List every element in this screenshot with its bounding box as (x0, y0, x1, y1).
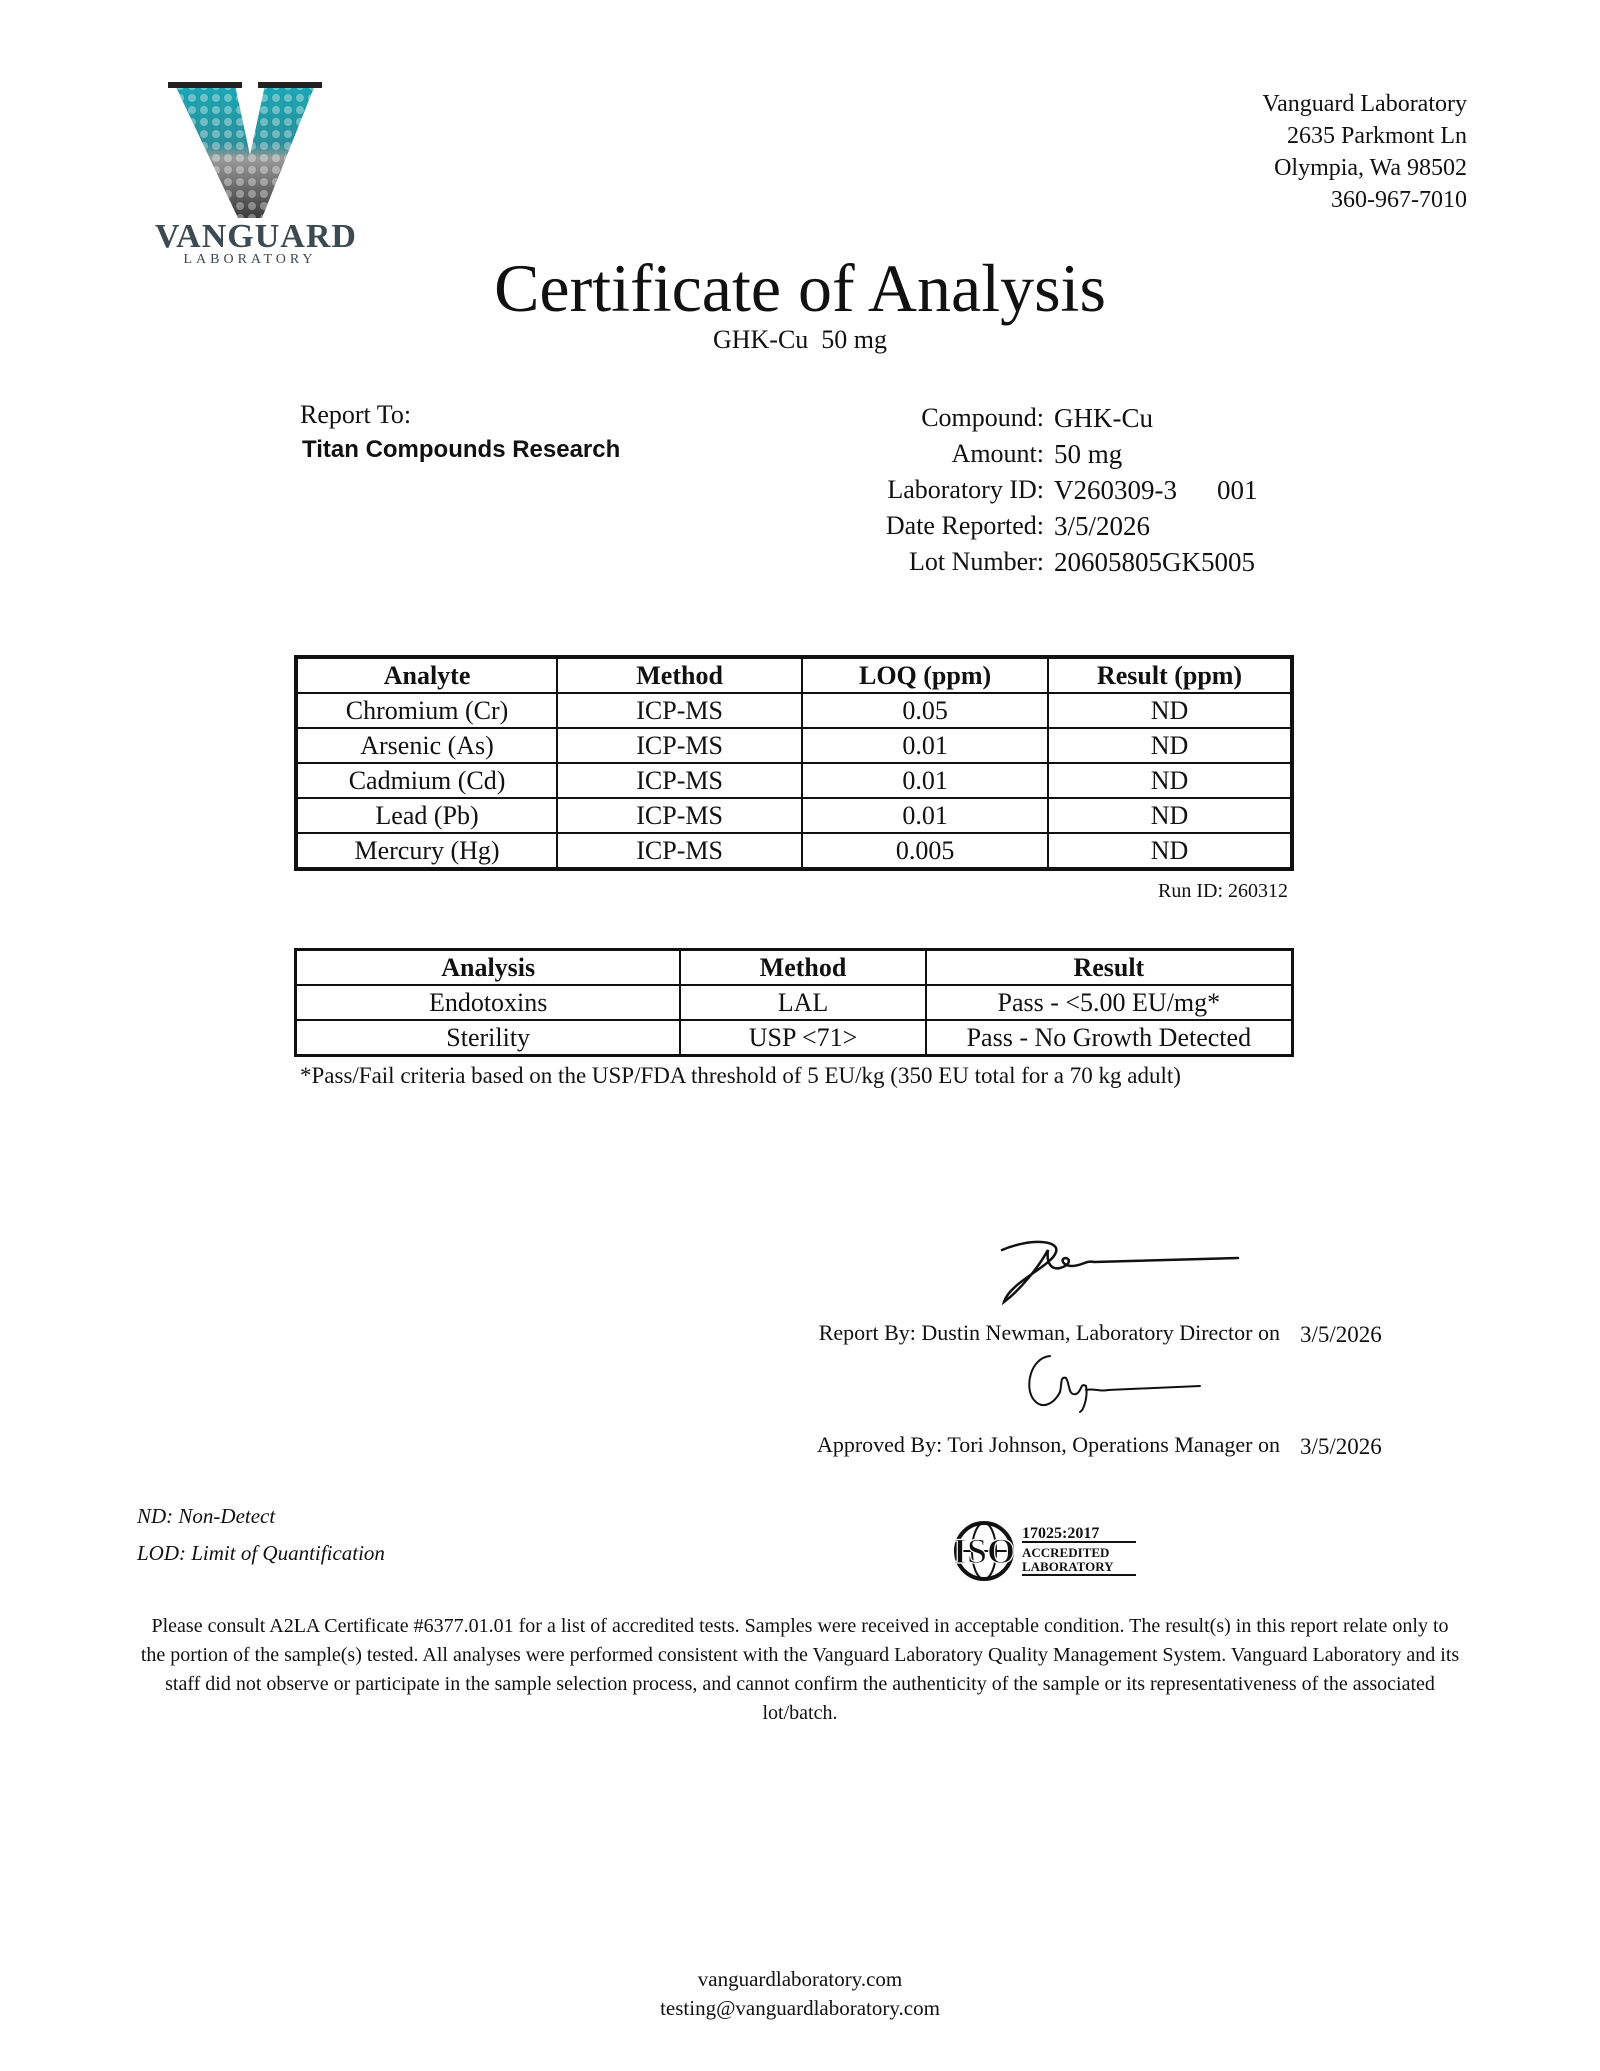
table-cell: Chromium (Cr) (296, 693, 557, 728)
info-row-laboratory-id (800, 472, 1360, 508)
endotoxin-footnote: *Pass/Fail criteria based on the USP/FDA threshold of 5 EU/kg (350 EU total for a 70 kg adult) (300, 1063, 1181, 1088)
info-value: 50 mg (1054, 439, 1123, 469)
footer-website-link[interactable]: vanguardlaboratory.com (697, 1967, 903, 1991)
report-by-date: 3/5/2026 (1300, 1322, 1382, 1347)
info-label: Amount: (951, 439, 1044, 468)
table-cell: ND (1048, 728, 1292, 763)
info-value: GHK-Cu (1054, 403, 1153, 433)
info-row-date-reported (800, 508, 1360, 544)
lab-street: 2635 Parkmont Ln (1287, 123, 1467, 149)
lab-city: Olympia, Wa 98502 (1274, 155, 1467, 181)
info-label: Lot Number: (908, 547, 1044, 576)
table-cell: ICP-MS (557, 728, 802, 763)
table-cell: ICP-MS (557, 693, 802, 728)
info-label: Compound: (921, 403, 1044, 432)
info-label: Laboratory ID: (887, 475, 1044, 504)
table-cell: Pass - <5.00 EU/mg* (926, 985, 1293, 1020)
legend-nd: ND: Non-Detect (137, 1504, 276, 1528)
info-value: 20605805GK5005 (1054, 547, 1255, 577)
table-cell: Arsenic (As) (296, 728, 557, 763)
v-mark-icon (150, 80, 350, 220)
table-cell: Cadmium (Cd) (296, 763, 557, 798)
logo-subtitle: LABORATORY (183, 252, 317, 267)
document-title: Certificate of Analysis (494, 250, 1106, 326)
lab-name: Vanguard Laboratory (1262, 91, 1467, 117)
table-row (296, 833, 1292, 869)
table-row (296, 763, 1292, 798)
sample-info (800, 400, 1360, 580)
approved-by-label: Approved By: Tori Johnson, Operations Manager on (816, 1432, 1280, 1457)
table-cell: 0.01 (802, 728, 1048, 763)
table-cell: ND (1048, 763, 1292, 798)
iso-accredited: ACCREDITED (1022, 1545, 1110, 1560)
table-cell: ICP-MS (557, 833, 802, 869)
iso-globe-icon (950, 1520, 1140, 1582)
table-header-row (296, 657, 1292, 693)
report-to-label: Report To: (300, 400, 412, 429)
column-header: Analysis (296, 950, 681, 986)
iso-mark: ISO (952, 1531, 1016, 1571)
table-header-row (296, 950, 1293, 986)
disclaimer-text: Please consult A2LA Certificate #6377.01.01 for a list of accredited tests. Samples were received in acceptable condition. The result(s) in this report relate only to the portion of the sample(s) tested. All analyses were performed consistent with the Vanguard Laboratory Quality Management System. Vanguard Laboratory and its staff did not observe or participate in the sample selection process, and cannot confirm the authenticity of the sample or its representativeness of the associated lot/batch. (140, 1615, 1460, 1724)
table-cell: 0.005 (802, 833, 1048, 869)
table-cell: USP <71> (680, 1020, 925, 1056)
info-value: V260309-3 001 (1054, 475, 1258, 505)
table-row (296, 1020, 1293, 1056)
table-cell: Mercury (Hg) (296, 833, 557, 869)
report-by-label: Report By: Dustin Newman, Laboratory Director on (818, 1320, 1280, 1345)
approved-by-date: 3/5/2026 (1300, 1434, 1382, 1459)
iso-standard: 17025:2017 (1022, 1525, 1100, 1542)
vanguard-logo (150, 80, 357, 270)
info-label: Date Reported: (885, 511, 1044, 540)
document-subtitle: GHK-Cu 50 mg (712, 325, 888, 354)
info-row-compound (800, 400, 1360, 436)
column-header: Result (ppm) (1048, 657, 1292, 693)
table-cell: Pass - No Growth Detected (926, 1020, 1293, 1056)
table-cell: Endotoxins (296, 985, 681, 1020)
table-cell: 0.01 (802, 763, 1048, 798)
column-header: Method (680, 950, 925, 986)
column-header: Result (926, 950, 1293, 986)
logo-wordmark: VANGUARD (155, 218, 357, 255)
iso-laboratory: LABORATORY (1022, 1559, 1114, 1574)
info-row-lot-number (800, 544, 1360, 580)
table-cell: ND (1048, 798, 1292, 833)
legend-lod: LOD: Limit of Quantification (137, 1541, 385, 1565)
table-cell: 0.05 (802, 693, 1048, 728)
table-row (296, 798, 1292, 833)
column-header: LOQ (ppm) (802, 657, 1048, 693)
info-row-amount (800, 436, 1360, 472)
table-row (296, 728, 1292, 763)
signature-director-icon (990, 1230, 1250, 1310)
column-header: Method (557, 657, 802, 693)
column-header: Analyte (296, 657, 557, 693)
table-row (296, 693, 1292, 728)
lab-address (1262, 88, 1467, 216)
run-id: Run ID: 260312 (1158, 880, 1288, 902)
table-cell: ND (1048, 833, 1292, 869)
table-row (296, 985, 1293, 1020)
info-value: 3/5/2026 (1054, 511, 1151, 541)
signature-manager-icon (1020, 1348, 1210, 1418)
table-cell: 0.01 (802, 798, 1048, 833)
lab-id-suffix: 001 (1217, 475, 1258, 505)
table-cell: Lead (Pb) (296, 798, 557, 833)
table-cell: ICP-MS (557, 798, 802, 833)
table-cell: LAL (680, 985, 925, 1020)
table-cell: ICP-MS (557, 763, 802, 798)
table-cell: ND (1048, 693, 1292, 728)
heavy-metals-table (294, 655, 1294, 871)
report-to-name: Titan Compounds Research (302, 436, 621, 463)
iso-accreditation-seal (950, 1520, 1140, 1582)
footer-email-link[interactable]: testing@vanguardlaboratory.com (660, 1996, 940, 2020)
lab-phone: 360-967-7010 (1331, 187, 1467, 213)
microbiology-table (294, 948, 1294, 1057)
table-cell: Sterility (296, 1020, 681, 1056)
